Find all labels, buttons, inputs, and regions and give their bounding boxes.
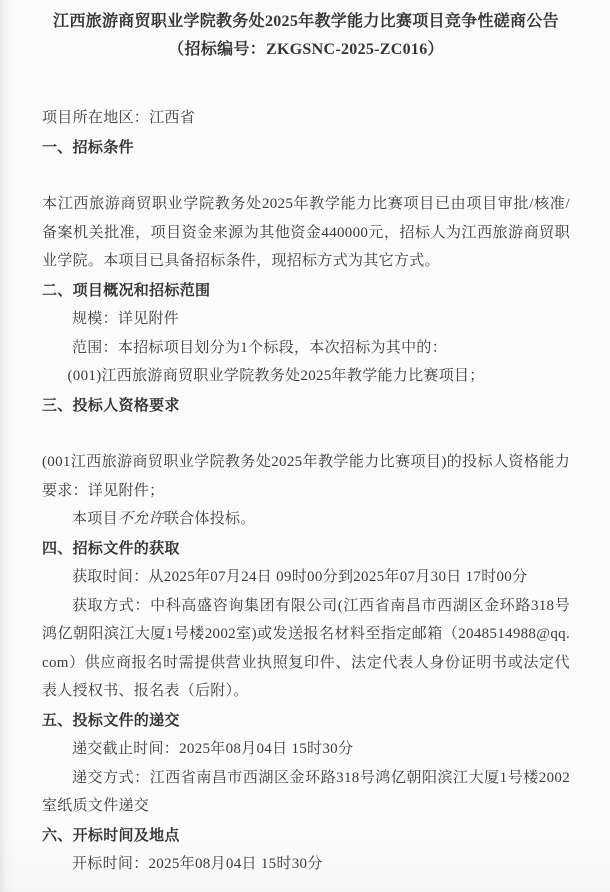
section-1-paragraph: 本江西旅游商贸职业学院教务处2025年教学能力比赛项目已由项目审批/核准/备案机关批准，项目资金来源为其他资金440000元，招标人为江西旅游商贸职业学院。本项目已具备招标条件，现招标方式为其它方式。 <box>42 196 570 269</box>
consortium-prefix: 本项目 <box>72 511 118 527</box>
section-1-heading: 一、招标条件 <box>42 139 134 156</box>
consortium-suffix: 联合体投标。 <box>163 511 256 527</box>
submit-deadline-line: 递交截止时间：2025年08月04日 15时30分 <box>72 741 354 757</box>
submit-method-paragraph: 递交方式：江西省南昌市西湖区金环路318号鸿亿朝阳滨江大厦1号楼2002室纸质文件递交 <box>42 769 570 814</box>
lot-line: (001)江西旅游商贸职业学院教务处2025年教学能力比赛项目； <box>67 368 485 384</box>
obtain-method-paragraph: 获取方式：中科高盛咨询集团有限公司(江西省南昌市西湖区金环路318号鸿亿朝阳滨江大厦1号楼2002室)或发送报名材料至指定邮箱（2048514988@qq.com）供应商报名时需提供营业执照复印件、法定代表人身份证明书或法定代表人授权书、报名表（后附）。 <box>42 597 570 699</box>
scale-line: 规模：详见附件 <box>72 311 180 327</box>
qualification-paragraph: (001江西旅游商贸职业学院教务处2025年教学能力比赛项目)的投标人资格能力要求：详见附件； <box>42 454 570 499</box>
consortium-emphasis: 不允许 <box>117 511 164 527</box>
section-6-heading: 六、开标时间及地点 <box>42 827 180 844</box>
section-3-heading: 三、投标人资格要求 <box>42 397 180 414</box>
section-2-heading: 二、项目概况和招标范围 <box>42 282 211 299</box>
consortium-line <box>42 505 570 534</box>
section-5-heading: 五、投标文件的递交 <box>42 712 180 729</box>
opening-time-line: 开标时间：2025年08月04日 15时30分 <box>72 856 323 872</box>
document-subtitle: （招标编号：ZKGSNC-2025-ZC016） <box>168 41 444 58</box>
document-title: 江西旅游商贸职业学院教务处2025年教学能力比赛项目竞争性磋商公告 <box>53 13 559 30</box>
region-line: 项目所在地区：江西省 <box>42 110 196 126</box>
obtain-time-line: 获取时间：从2025年07月24日 09时00分到2025年07月30日 17时00分 <box>72 569 528 585</box>
section-4-heading: 四、招标文件的获取 <box>42 540 180 557</box>
scope-line: 范围：本招标项目划分为1个标段，本次招标为其中的： <box>72 339 448 356</box>
